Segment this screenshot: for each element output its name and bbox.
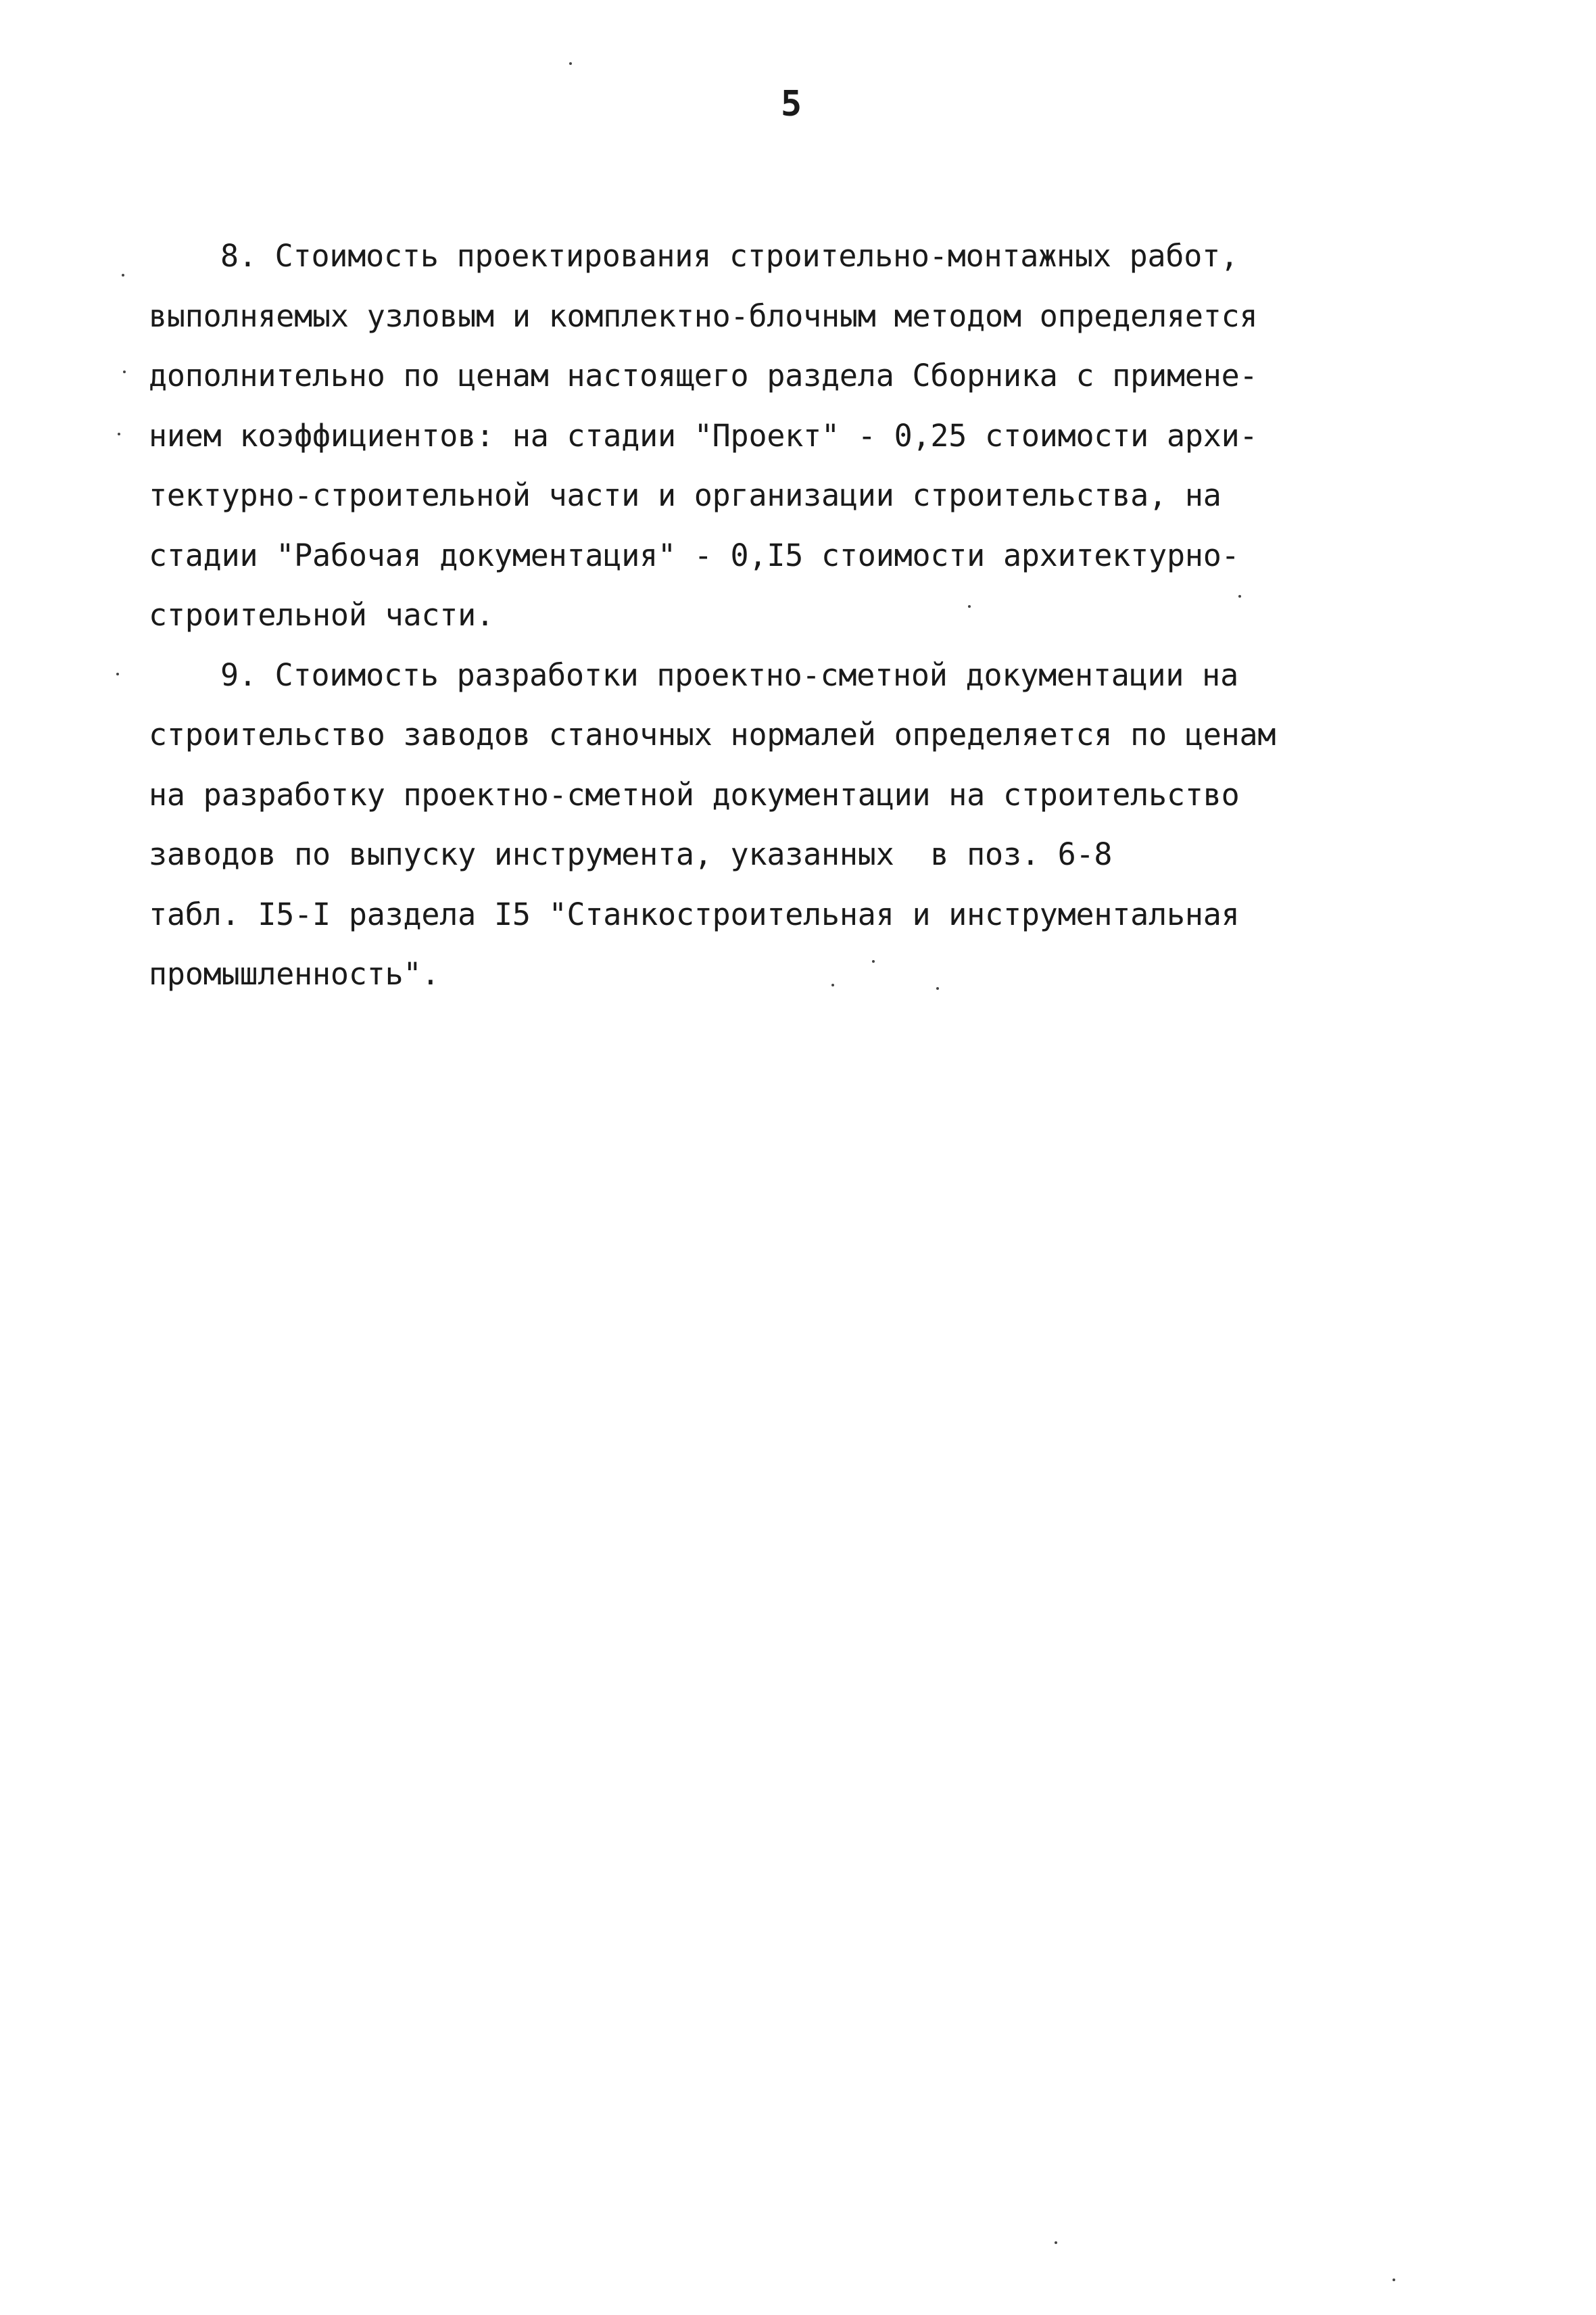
text-line: строительство заводов станочных нормалей определяется по ценам bbox=[149, 717, 1276, 753]
page-number: 5 bbox=[780, 84, 802, 124]
scan-speck bbox=[116, 673, 119, 675]
text-line: выполняемых узловым и комплектно-блочным методом определяется bbox=[149, 297, 1258, 334]
scan-speck bbox=[123, 371, 126, 373]
text-line: 9. Стоимость разработки проектно-сметной документации на bbox=[220, 657, 1238, 693]
paragraph-9 bbox=[149, 646, 1352, 1005]
text-line: дополнительно по ценам настоящего раздела Сборника с примене- bbox=[149, 358, 1258, 393]
text-line: промышленность". bbox=[149, 956, 440, 992]
scan-speck bbox=[831, 984, 834, 986]
scan-speck bbox=[936, 987, 939, 990]
scan-speck bbox=[872, 960, 875, 963]
text-line: заводов по выпуску инструмента, указанных в поз. 6-8 bbox=[149, 836, 1113, 872]
scan-speck bbox=[1238, 595, 1241, 598]
text-line: нием коэффициентов: на стадии "Проект" - 0,25 стоимости архи- bbox=[149, 417, 1258, 454]
scan-speck bbox=[118, 433, 120, 435]
scan-speck bbox=[1055, 2241, 1057, 2244]
scan-speck bbox=[569, 62, 572, 65]
text-line: 8. Стоимость проектирования строительно-монтажных работ, bbox=[220, 238, 1238, 274]
scan-speck bbox=[1393, 2278, 1395, 2281]
text-line: тектурно-строительной части и организации строительства, на bbox=[149, 477, 1222, 513]
paragraph-8 bbox=[149, 226, 1352, 646]
text-line: табл. I5-I раздела I5 "Станкостроительная и инструментальная bbox=[149, 896, 1240, 932]
scan-speck bbox=[968, 605, 971, 608]
body-text bbox=[149, 226, 1352, 1005]
scan-speck bbox=[122, 274, 124, 277]
text-line: строительной части. bbox=[149, 597, 494, 633]
text-line: стадии "Рабочая документация" - 0,I5 стоимости архитектурно- bbox=[149, 537, 1240, 573]
text-line: на разработку проектно-сметной документации на строительство bbox=[149, 776, 1240, 813]
